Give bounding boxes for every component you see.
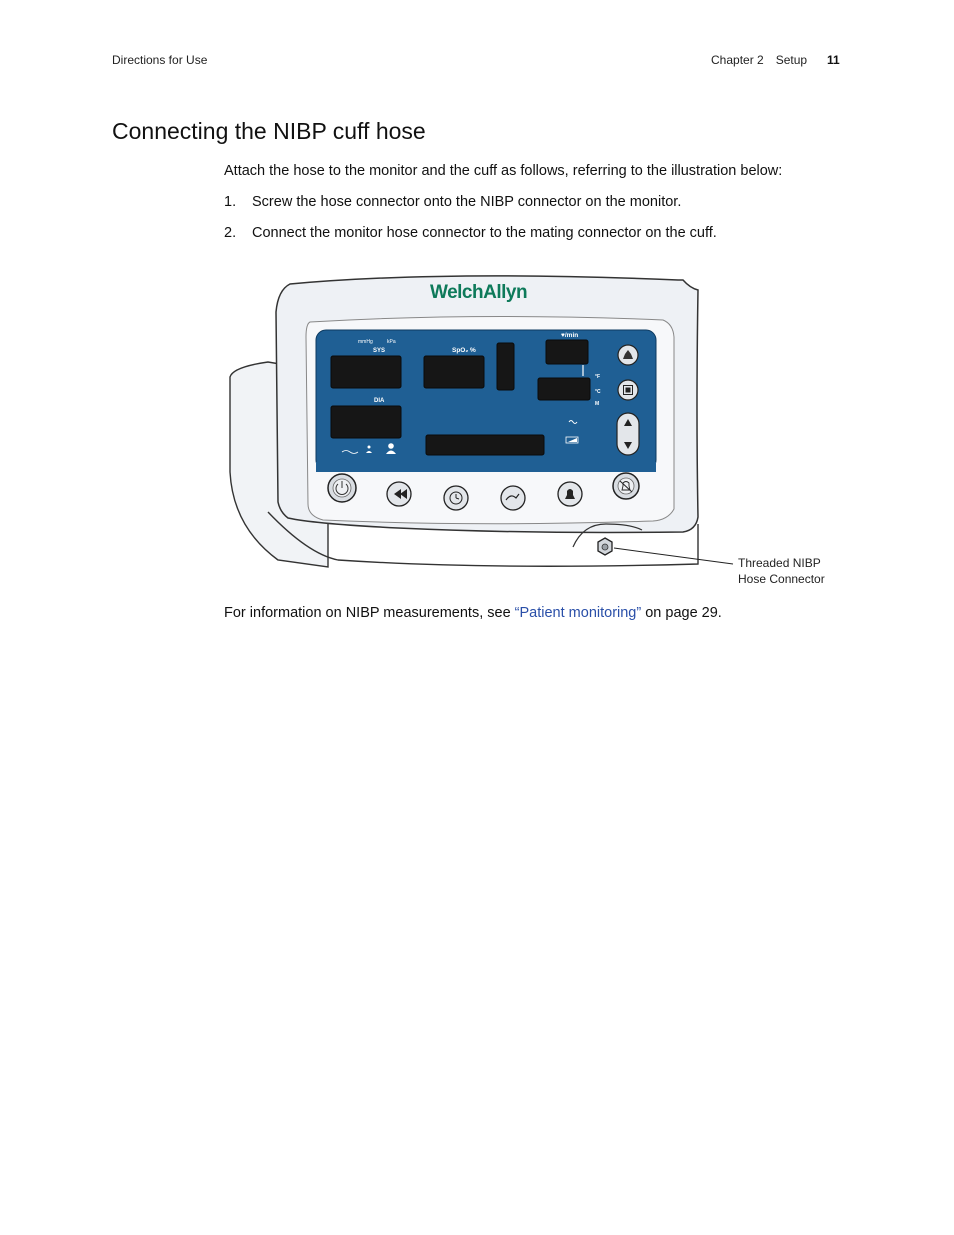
patient-monitoring-link[interactable]: “Patient monitoring”: [514, 605, 642, 621]
sys-label: SYS: [373, 348, 386, 354]
step-text: Connect the monitor hose connector to the mating connector on the cuff.: [252, 225, 717, 241]
sys-display: [331, 356, 401, 388]
callout-line-1: Threaded NIBP: [738, 556, 821, 570]
spo2-bar: [497, 343, 514, 390]
message-display: [426, 435, 544, 455]
callout-leader-line: [614, 548, 733, 564]
chapter-label: Chapter 2: [711, 53, 764, 67]
step-1: [224, 194, 844, 214]
dia-display: [331, 406, 401, 438]
connector-callout: [738, 555, 825, 587]
reference-text-after: on page 29.: [641, 605, 722, 621]
intro-paragraph: Attach the hose to the monitor and the cuff as follows, referring to the illustration below:: [224, 163, 783, 179]
mmhg-label: mmHg: [358, 339, 373, 345]
spo2-label: SpO₂ %: [452, 347, 476, 354]
section-title: Connecting the NIBP cuff hose: [112, 118, 426, 144]
temp-f-label: °F: [595, 374, 601, 380]
dia-label: DIA: [374, 398, 385, 404]
brand-logo: WelchAllyn: [430, 282, 528, 303]
step-2: [224, 225, 844, 245]
step-number: 1.: [224, 194, 237, 210]
running-header-chapter: [711, 53, 807, 67]
running-header-title: Directions for Use: [112, 53, 208, 67]
kpa-label: kPa: [387, 339, 396, 345]
step-number: 2.: [224, 225, 237, 241]
reference-text-before: For information on NIBP measurements, see: [224, 605, 515, 621]
page-number: 11: [827, 53, 840, 67]
temp-m-label: M: [595, 401, 600, 407]
nibp-start-button: [501, 486, 525, 510]
spo2-display: [424, 356, 484, 388]
temp-c-label: °C: [595, 389, 601, 395]
callout-line-2: Hose Connector: [738, 572, 825, 586]
section-label: Setup: [775, 53, 808, 67]
monitor-illustration: [228, 262, 828, 597]
pulse-display: [546, 340, 588, 364]
temp-display: [538, 378, 590, 400]
pulse-label: ♥/min: [561, 332, 579, 339]
reference-paragraph: [224, 605, 722, 621]
step-text: Screw the hose connector onto the NIBP connector on the monitor.: [252, 194, 682, 210]
